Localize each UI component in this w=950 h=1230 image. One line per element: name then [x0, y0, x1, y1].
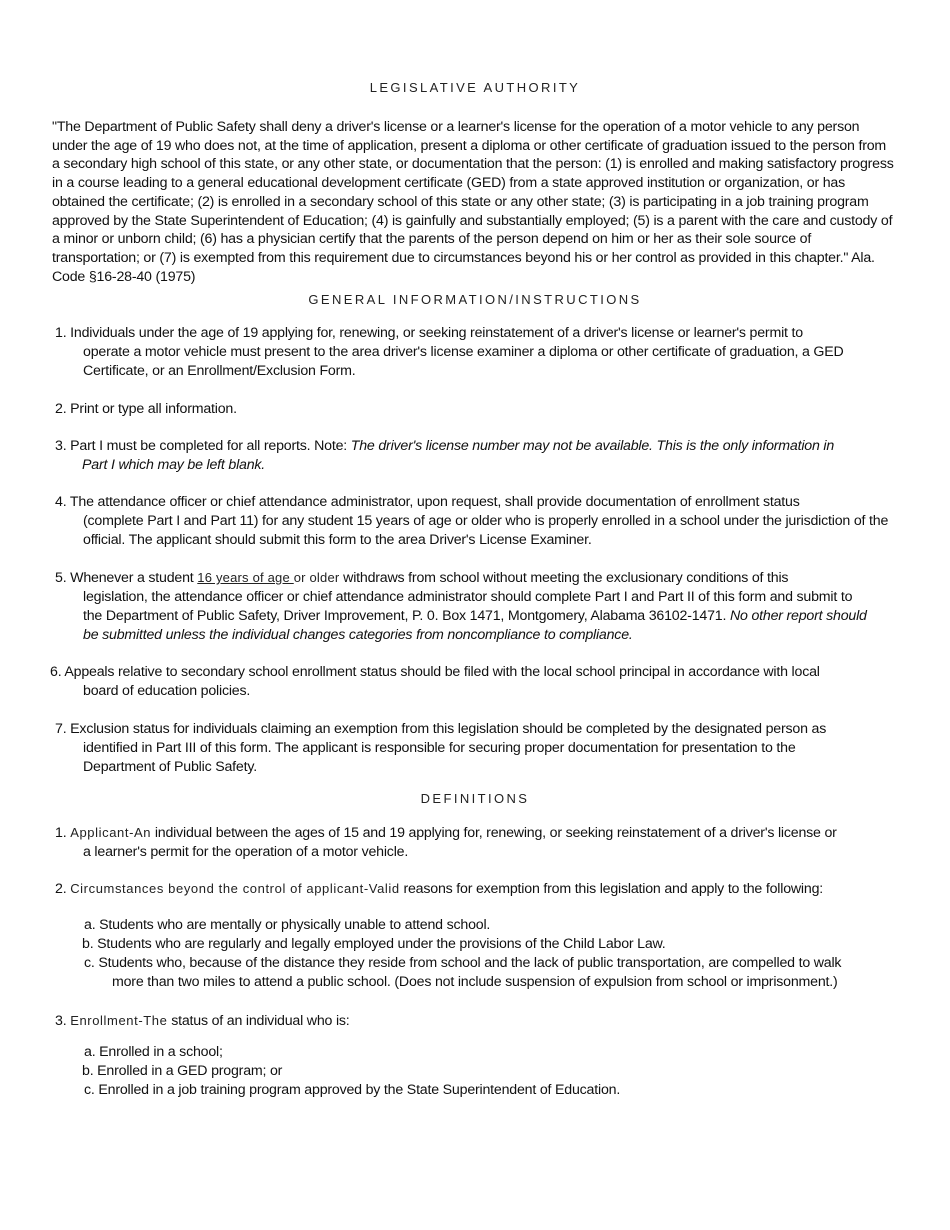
legislative-authority-text: "The Department of Public Safety shall deny a driver's license or a learner's license for the operation of a motor vehicle to any person under the age of 19 who does not, at the time of application, present a diploma or other certificate of graduation issued to the person from a secondary high school of this state, or any other state, or documentation that the person: (1) is enrolled and making satisfactory progress in a course leading to a general educational development certificate (GED) from a state approved institution or organization, or has obtained the certificate; (2) is enrolled in a secondary school of this state or any other state; (3) is participating in a job training program approved by the State Superintendent of Education; (4) is gainfully and substantially employed; (5) is a parent with the care and custody of a minor or unborn child; (6) has a physician certify that the parents of the person depend on him or her as their sole source of transportation; or (7) is exempted from this requirement due to circumstances beyond his or her control as provided in this chapter." Ala. Code §16-28-40 (1975): [52, 119, 894, 285]
instruction-2: [55, 400, 895, 419]
definition-2-first: reasons for exemption from this legislation and apply to the following:: [399, 881, 824, 897]
definition-2-sub-c-rest: more than two miles to attend a public school. (Does not include suspension of expulsion from school or imprisonment.): [112, 974, 838, 990]
instruction-1: [55, 324, 895, 381]
definition-2-sub-c: c. Students who, because of the distance they reside from school and the lack of public transportation, are compelled to walk: [84, 955, 842, 971]
definition-2-sub-a: a. Students who are mentally or physically unable to attend school.: [84, 917, 491, 933]
instruction-3-first: 3. Part I must be completed for all reports. Note:: [55, 438, 351, 454]
instruction-6: [50, 663, 890, 701]
instruction-5-tail: withdraws from school without meeting the exclusionary conditions of this: [339, 570, 789, 586]
instruction-6-rest: board of education policies.: [83, 682, 251, 699]
definition-2-sub-b: b. Students who are regularly and legally employed under the provisions of the Child Labor Law.: [82, 936, 666, 952]
definition-3: [55, 1012, 895, 1031]
instruction-1-first: 1. Individuals under the age of 19 applying for, renewing, or seeking reinstatement of a driver's license or learner's permit to: [55, 325, 803, 341]
instruction-5-older: or older: [293, 570, 340, 585]
instruction-4-rest: (complete Part I and Part 11) for any student 15 years of age or older who is properly enrolled in a school under the jurisdiction of the official. The applicant should submit this form to the area Driver's License Examiner.: [83, 512, 889, 548]
definition-2: [55, 880, 895, 899]
instruction-3: [55, 437, 895, 475]
definitions-heading: DEFINITIONS: [420, 791, 530, 806]
instruction-5: [55, 569, 895, 645]
definition-3-sub-b: b. Enrolled in a GED program; or: [82, 1063, 283, 1079]
definition-1-first: individual between the ages of 15 and 19 applying for, renewing, or seeking reinstatement of a driver's license or: [151, 825, 837, 841]
instruction-6-first: 6. Appeals relative to secondary school enrollment status should be filed with the local school principal in accordance with local: [50, 664, 820, 680]
legislative-authority-heading: LEGISLATIVE AUTHORITY: [369, 80, 581, 95]
definition-1: [55, 824, 895, 862]
definition-1-term: Applicant-An: [70, 825, 152, 840]
definition-3-sub-a: a. Enrolled in a school;: [84, 1044, 223, 1060]
definition-2-number: 2.: [55, 881, 71, 897]
instruction-3-note-rest: Part I which may be left blank.: [82, 456, 266, 473]
instruction-3-note: The driver's license number may not be available. This is the only information in: [350, 438, 835, 454]
instruction-1-rest: operate a motor vehicle must present to the area driver's license examiner a diploma or other certificate of graduation, a GED Certificate, or an Enrollment/Exclusion Form.: [83, 343, 844, 379]
instruction-7: [55, 720, 895, 777]
instruction-5-rest: legislation, the attendance officer or chief attendance administrator should complete Part I and Part II of this form and submit to the Department of Public Safety, Driver Improvement, P. 0. Box 1471, Montgomery, Alabama 36102-1471.: [83, 588, 853, 624]
instruction-2-first: 2. Print or type all information.: [55, 401, 237, 417]
instruction-7-first: 7. Exclusion status for individuals claiming an exemption from this legislation should be completed by the designated person as: [55, 721, 827, 737]
definition-2-term: Circumstances beyond the control of applicant-Valid: [70, 881, 400, 896]
instruction-5-lead: 5. Whenever a student: [55, 570, 198, 586]
instruction-4-first: 4. The attendance officer or chief attendance administrator, upon request, shall provide documentation of enrollment status: [55, 494, 800, 510]
definition-3-number: 3.: [55, 1013, 71, 1029]
definition-3-sub-c: c. Enrolled in a job training program approved by the State Superintendent of Education.: [84, 1082, 621, 1098]
instruction-5-rest-italic: No other report should be submitted unless the individual changes categories from noncompliance to compliance.: [83, 607, 867, 643]
instruction-4: [55, 493, 895, 550]
definition-3-term: Enrollment-The: [70, 1013, 168, 1028]
general-information-heading: GENERAL INFORMATION/INSTRUCTIONS: [308, 292, 642, 307]
definition-3-first: status of an individual who is:: [167, 1013, 350, 1029]
instruction-5-age: 16 years of age: [197, 570, 294, 585]
definition-1-rest: a learner's permit for the operation of a motor vehicle.: [83, 843, 409, 860]
definition-1-number: 1.: [55, 825, 71, 841]
instruction-7-rest: identified in Part III of this form. The applicant is responsible for securing proper documentation for presentation to the Department of Public Safety.: [83, 739, 796, 775]
